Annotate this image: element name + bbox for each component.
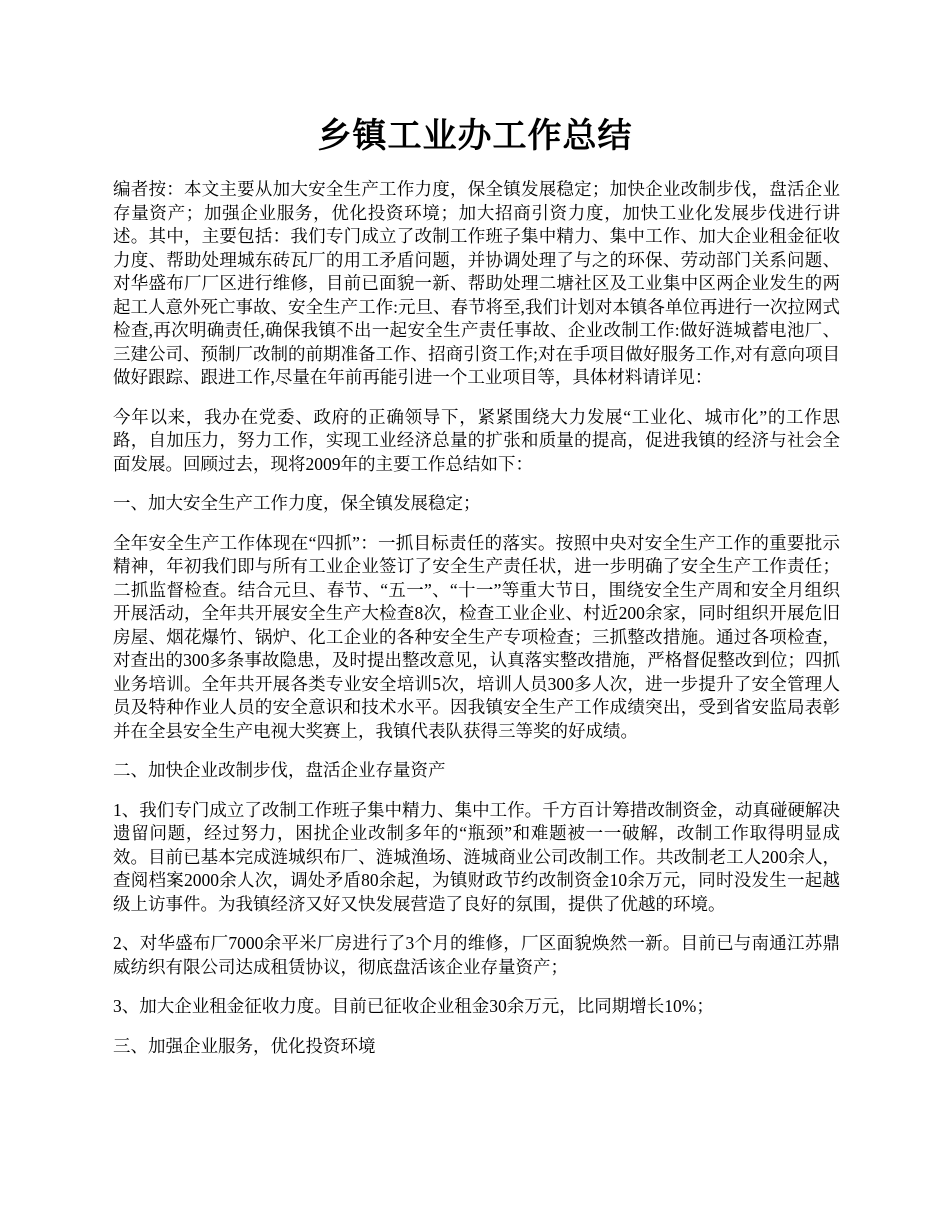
document-title: 乡镇工业办工作总结	[317, 116, 633, 156]
section-heading-1: 一、加大安全生产工作力度，保全镇发展稳定；	[113, 493, 481, 513]
intro-paragraph: 今年以来，我办在党委、政府的正确领导下，紧紧围绕大力发展“工业化、城市化”的工作思路，自加压力，努力工作，实现工业经济总量的扩张和质量的提高，促进我镇的经济与社会全面发展。回顾过去，现将2009年的主要工作总结如下：	[113, 406, 840, 474]
reform-paragraph-2: 2、对华盛布厂7000余平米厂房进行了3个月的维修，厂区面貌焕然一新。目前已与南通江苏鼎威纺织有限公司达成租赁协议，彻底盘活该企业存量资产；	[113, 933, 840, 977]
reform-paragraph-3: 3、加大企业租金征收力度。目前已征收企业租金30余万元，比同期增长10%；	[113, 996, 714, 1016]
editor-note-paragraph: 编者按：本文主要从加大安全生产工作力度，保全镇发展稳定；加快企业改制步伐，盘活企业存量资产；加强企业服务，优化投资环境；加大招商引资力度，加快工业化发展步伐进行讲述。其中，主要包括：我们专门成立了改制工作班子集中精力、集中工作、加大企业租金征收力度、帮助处理城东砖瓦厂的用工矛盾问题，并协调处理了与之的环保、劳动部门关系问题、对华盛布厂厂区进行维修，目前已面貌一新、帮助处理二塘社区及工业集中区两企业发生的两起工人意外死亡事故、安全生产工作:元旦、春节将至,我们计划对本镇各单位再进行一次拉网式检查,再次明确责任,确保我镇不出一起安全生产责任事故、企业改制工作:做好涟城蓄电池厂、三建公司、预制厂改制的前期准备工作、招商引资工作;对在手项目做好服务工作,对有意向项目做好跟踪、跟进工作,尽量在年前再能引进一个工业项目等，具体材料请详见：	[113, 179, 840, 387]
section-heading-3: 三、加强企业服务，优化投资环境	[113, 1035, 376, 1056]
section-heading-2: 二、加快企业改制步伐，盘活企业存量资产	[113, 760, 446, 780]
reform-paragraph-1: 1、我们专门成立了改制工作班子集中精力、集中工作。千方百计筹措改制资金，动真碰硬解决遗留问题，经过努力，困扰企业改制多年的“瓶颈”和难题被一一破解，改制工作取得明显成效。目前已基本完成涟城织布厂、涟城渔场、涟城商业公司改制工作。共改制老工人200余人，查阅档案2000余人次，调处矛盾80余起，为镇财政节约改制资金10余万元，同时没发生一起越级上访事件。为我镇经济又好又快发展营造了良好的氛围，提供了优越的环境。	[113, 799, 840, 914]
safety-paragraph: 全年安全生产工作体现在“四抓”：一抓目标责任的落实。按照中央对安全生产工作的重要批示精神，年初我们即与所有工业企业签订了安全生产责任状，进一步明确了安全生产工作责任；二抓监督检查。结合元旦、春节、“五一”、“十一”等重大节日，围绕安全生产周和安全月组织开展活动，全年共开展安全生产大检查8次，检查工业企业、村近200余家，同时组织开展危旧房屋、烟花爆竹、锅炉、化工企业的各种安全生产专项检查；三抓整改措施。通过各项检查，对查出的300多条事故隐患，及时提出整改意见，认真落实整改措施，严格督促整改到位；四抓业务培训。全年共开展各类专业安全培训5次，培训人员300多人次，进一步提升了安全管理人员及特种作业人员的安全意识和技术水平。因我镇安全生产工作成绩突出，受到省安监局表彰并在全县安全生产电视大奖赛上，我镇代表队获得三等奖的好成绩。	[113, 532, 840, 741]
document-body	[113, 178, 840, 1074]
